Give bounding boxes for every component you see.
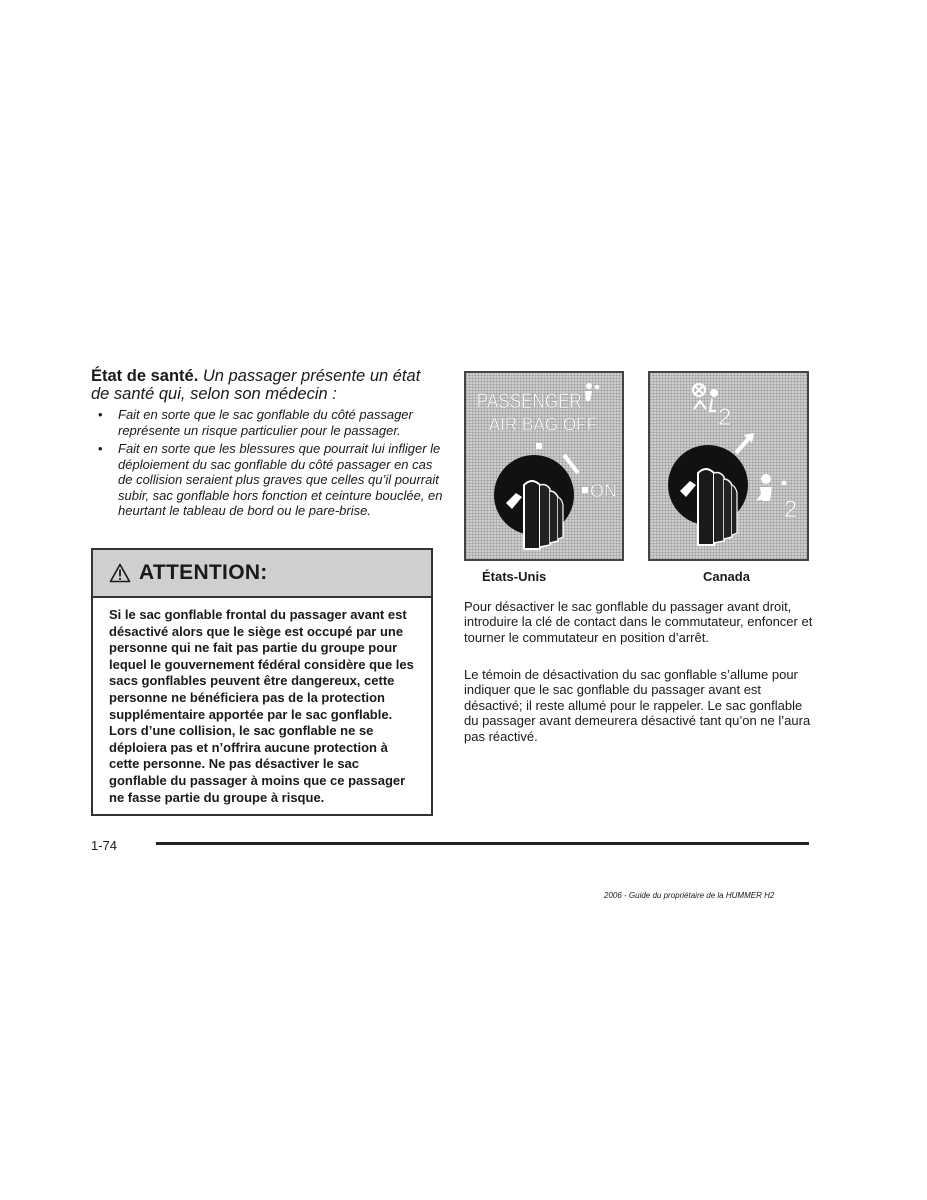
caption-us: États-Unis <box>482 569 547 584</box>
switch-label-air-bag-off: AIR BAG OFF <box>488 413 598 435</box>
warning-triangle-icon <box>109 563 131 583</box>
off-position-mark <box>536 443 542 449</box>
list-item <box>98 441 443 519</box>
airbag-off-symbol-icon <box>693 384 717 411</box>
heading-italic: Un passager présente un état de santé qui, selon son médecin : <box>91 367 421 403</box>
caption-canada: Canada <box>703 569 750 584</box>
warning-title: ATTENTION: <box>139 561 268 584</box>
us-switch-illustration <box>466 373 622 559</box>
us-airbag-switch-image <box>464 371 624 561</box>
passenger-airbag-icon <box>585 383 599 401</box>
list-item <box>98 407 443 438</box>
instruction-paragraph: Pour désactiver le sac gonflable du passager avant droit, introduire la clé de contact dans le commutateur, enfoncer et tourner le commutateur en position d’arrêt. <box>464 599 813 645</box>
switch-label-passenger: PASSENGER <box>476 390 582 414</box>
warning-header <box>93 550 431 598</box>
on-seat-number: 2 <box>784 496 798 523</box>
airbag-on-symbol-icon <box>756 474 787 501</box>
canada-switch-illustration <box>650 373 807 559</box>
footer-rule <box>156 842 809 845</box>
bullet-text: Fait en sorte que les blessures que pourrait lui infliger le déploiement du sac gonflable du côté passager en cas de collision seraient plus graves que celles qu’il pourrait subir, sac gonflable hors fonction et ceinture bouclée, en heurtant le tableau de bord ou le pare-brise. <box>118 441 443 518</box>
bullet-symbol: • <box>98 441 103 456</box>
off-seat-number: 2 <box>718 404 732 431</box>
footer-title: 2006 - Guide du propriétaire de la HUMMER H2 <box>604 891 775 900</box>
condition-list <box>98 407 443 522</box>
ignition-key-icon <box>668 445 748 545</box>
canada-airbag-switch-image <box>648 371 809 561</box>
section-heading <box>91 367 441 403</box>
rotation-arrow-icon <box>736 437 750 453</box>
warning-box <box>91 548 433 816</box>
warning-text: Si le sac gonflable frontal du passager avant est désactivé alors que le siège est occupé par une personne qui ne fait pas partie du groupe pour lequel le gouvernement fédéral considère que les sacs gonflables peuvent être dangereux, cette personne ne bénéficiera pas de la protection supplémentaire apportée par le sac gonflable. Lors d’une collision, le sac gonflable ne se déploiera pas et n’offrira aucune protection à cette personne. Ne pas désactiver le sac gonflable du passager à moins que ce passager ne fasse partie du groupe à risque. <box>109 607 414 805</box>
heading-bold: État de santé. <box>91 367 199 385</box>
bullet-symbol: • <box>98 407 103 422</box>
indicator-paragraph: Le témoin de désactivation du sac gonflable s’allume pour indiquer que le sac gonflable du passager avant est désactivé; il reste allumé pour le rappeler. Le sac gonflable du passager avant demeurera désactivé tant qu’on ne l’aura pas réactivé. <box>464 667 811 744</box>
bullet-text: Fait en sorte que le sac gonflable du côté passager représente un risque particulier pour le passager. <box>118 407 413 438</box>
on-position-mark <box>582 487 588 493</box>
ignition-key-icon <box>494 455 574 549</box>
rotation-arrow-icon <box>564 455 578 473</box>
page-number: 1-74 <box>91 838 118 853</box>
switch-label-on: ON <box>590 481 617 501</box>
